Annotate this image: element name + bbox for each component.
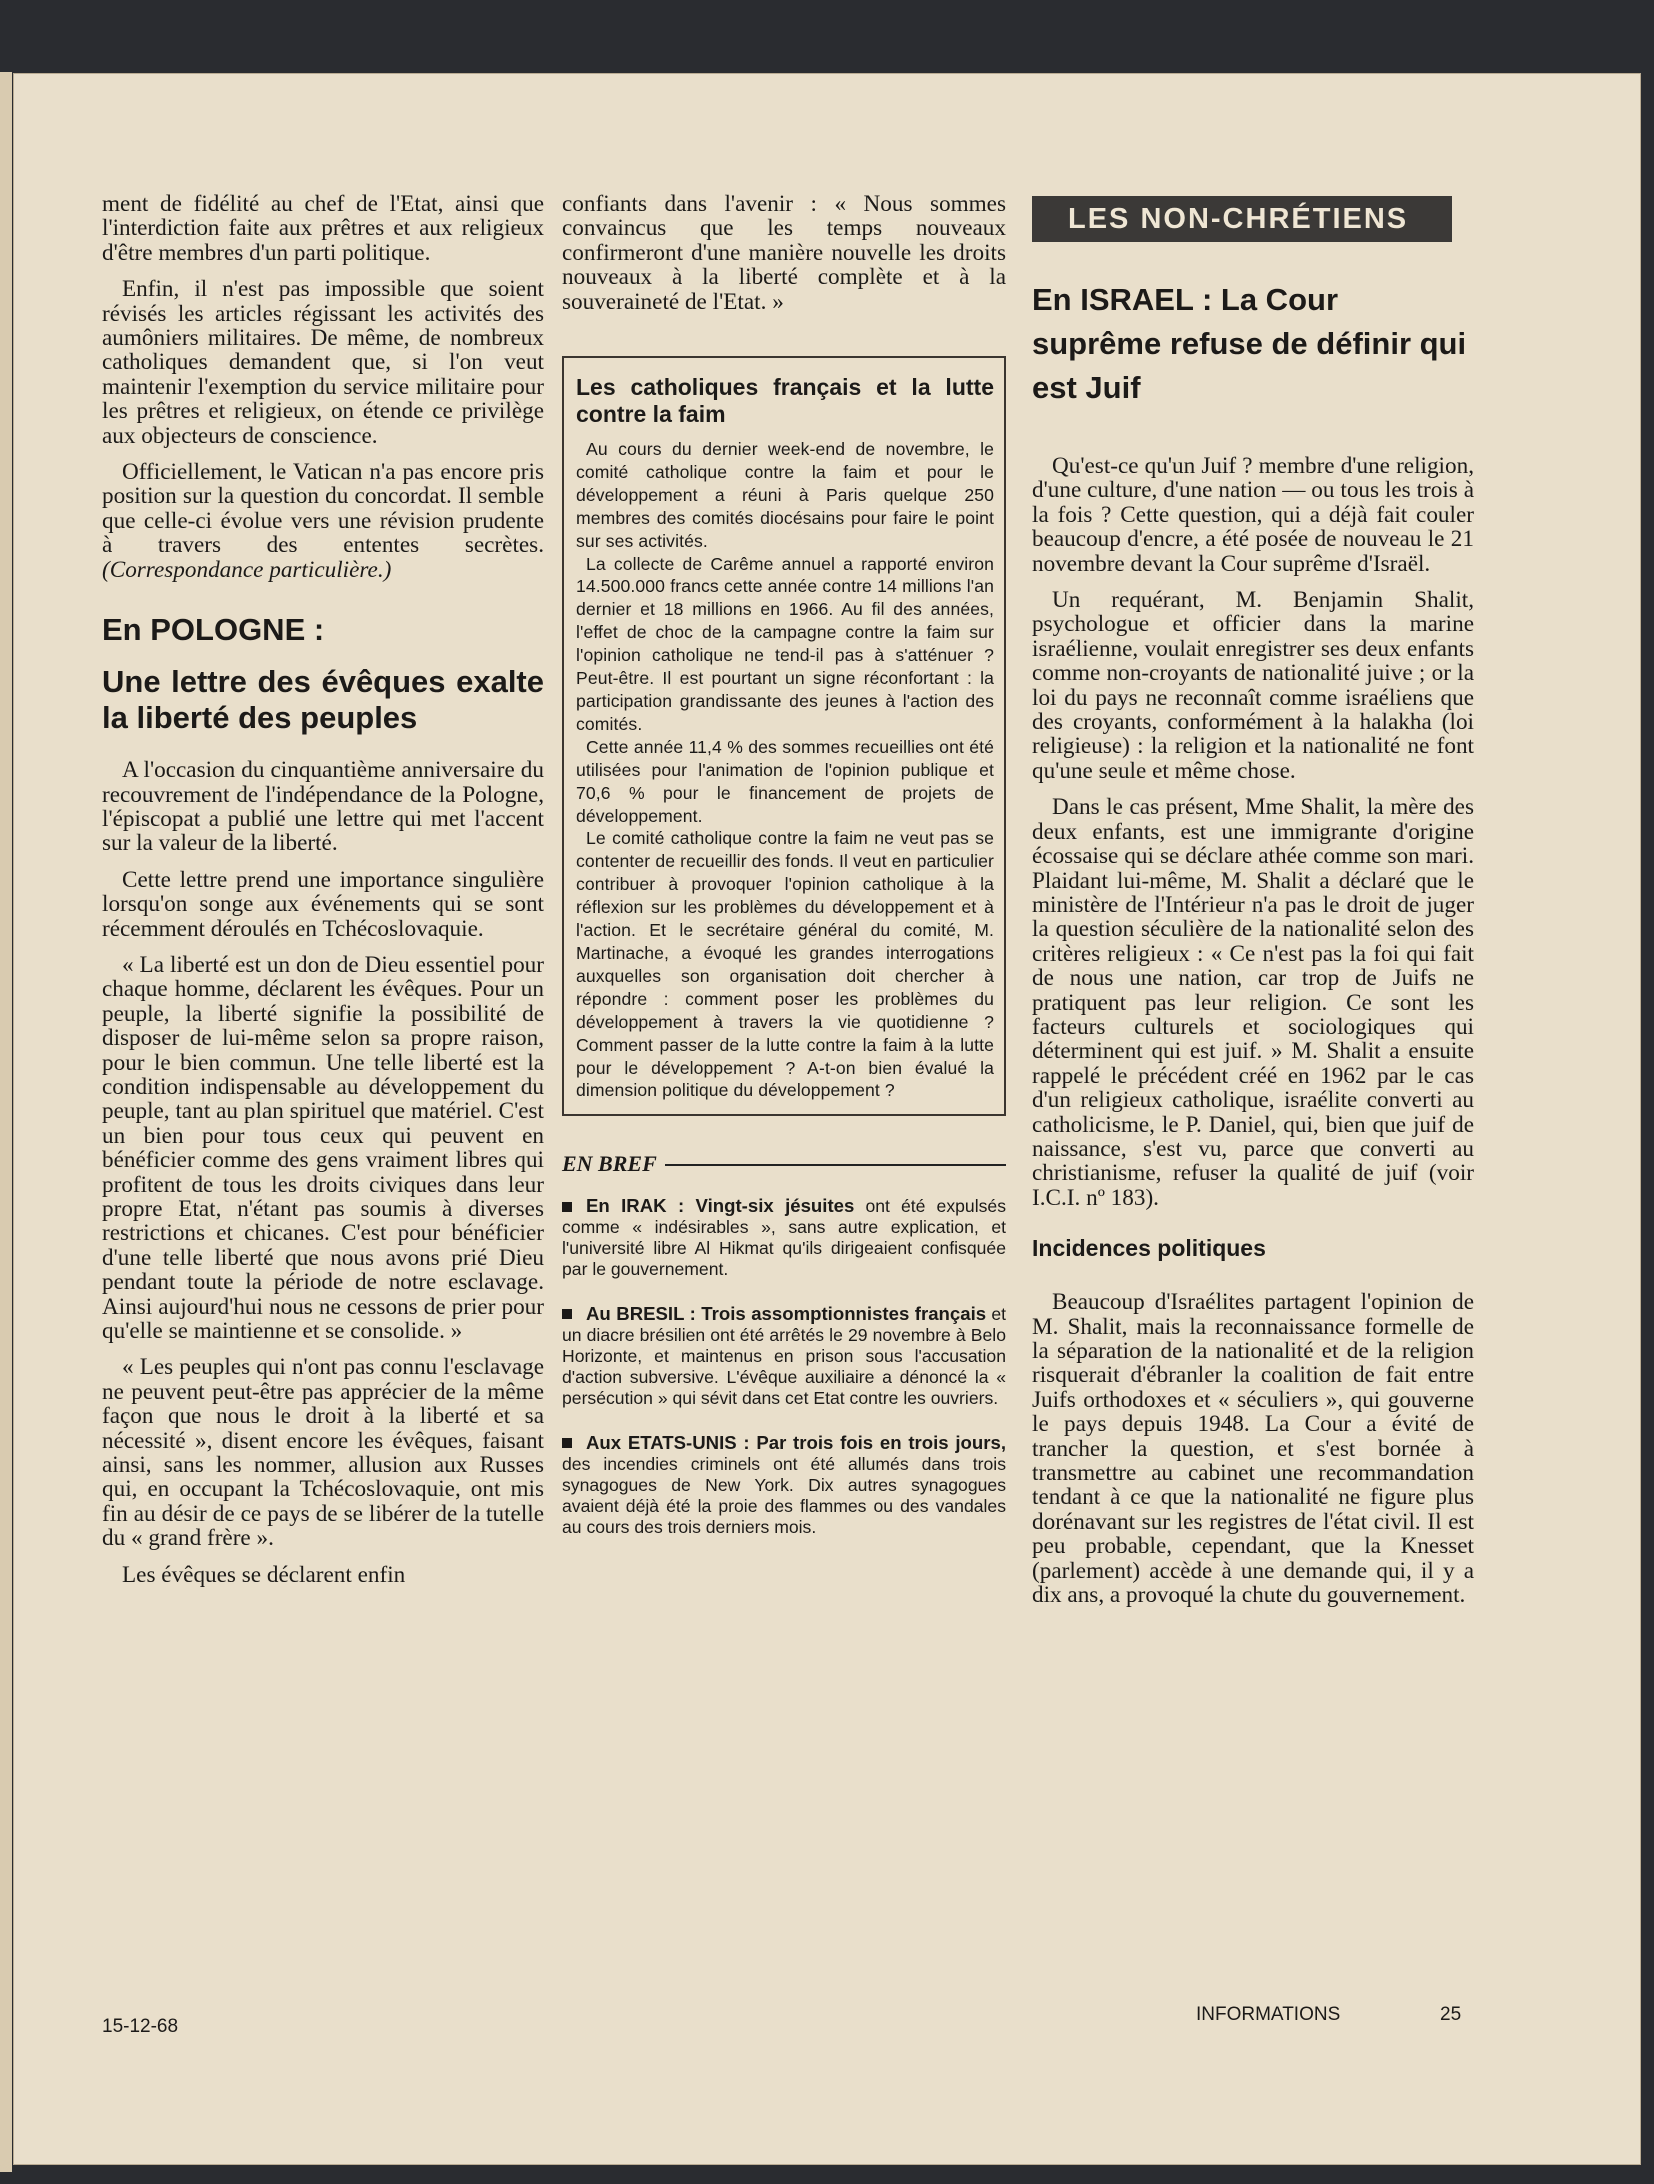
box-paragraph: Le comité catholique contre la faim ne veut pas se contenter de recueillir des fonds. Il veut en particulier contribuer à provoquer l'opinion catholique à la réflexion sur les problèmes du développement et à l'action. Et le secrétaire général du comité, M. Martinache, a évoqué les grandes interrogations auxquelles son organisation doit chercher à répondre : comment poser les problèmes du développement à travers la vie quotidienne ? Comment passer de la lutte contre la faim à la lutte pour le développement ? A-t-on bien évalué la dimension politique du développement ? xyxy=(576,828,994,1101)
paragraph: A l'occasion du cinquantième anniversaire du recouvrement de l'indépendance de la Pologne, l'épiscopat a publié une lettre qui met l'accent sur la valeur de la liberté. xyxy=(102,757,544,857)
paragraph: Qu'est-ce qu'un Juif ? membre d'une religion, d'une culture, d'une nation — ou tous les trois à la fois ? Cette question, qui a déjà fait couler beaucoup d'encre, a été posée de nouveau le 21 novembre devant la Cour suprême d'Israël. xyxy=(1032,453,1474,577)
page-number: 25 xyxy=(1440,2004,1462,2025)
previous-page-edge xyxy=(0,72,12,2172)
paragraph: Un requérant, M. Benjamin Shalit, psychologue et officier dans la marine israélienne, voulait enregistrer ses deux enfants comme non-croyants de nationalité juive ; or la loi du pays ne reconnaît comme israéliens que des croyants, conformément à la halakha (loi religieuse) : la religion et la nationalité ne font qu'une seule et même chose. xyxy=(1032,587,1474,784)
paragraph: confiants dans l'avenir : « Nous sommes convaincus que les temps nouveaux confirmeront d'une manière nouvelle les droits nouveaux à la liberté complète et à la souveraineté de l'Etat. » xyxy=(562,191,1006,315)
brief-lead: Aux ETATS-UNIS : Par trois fois en trois jours, xyxy=(586,1431,1006,1453)
box-title: Les catholiques français et la lutte contre la faim xyxy=(576,374,994,428)
issue-date: 15-12-68 xyxy=(102,2016,179,2037)
column-1 xyxy=(102,192,544,1599)
paragraph: Beaucoup d'Israélites partagent l'opinion de M. Shalit, mais la reconnaissance formelle de la séparation de la nationalité et de la religion risquerait d'ébranler la coalition de fait entre Juifs orthodoxes et « séculiers », qui gouverne le pays depuis 1948. La Cour a évité de trancher la question, et s'est bornée à transmettre au cabinet une recommandation tendant à ce que la nationalité ne figure plus dorénavant sur les registres de l'état civil. Il est peu probable, cependant, que la Knesset (parlement) accède à une demande qui, il y a dix ans, a provoqué la chute du gouvernement. xyxy=(1032,1289,1474,1609)
brief-text: et un diacre brésilien ont été arrêtés le 29 novembre à Belo Horizonte, et maintenus en prison sous l'accusation d'action subversive. L'évêque auxiliaire a dénoncé la « persécution » qui sévit dans cet Etat contre les ouvriers. xyxy=(562,1303,1006,1409)
paragraph xyxy=(102,460,544,582)
paragraph: « Les peuples qui n'ont pas connu l'esclavage ne peuvent peut-être pas apprécier de la même façon que nous le droit à la liberté et sa nécessité », disent encore les évêques, faisant ainsi, sans les nommer, allusion aux Russes qui, en occupant la Tchécoslovaquie, ont mis fin au désir de ce pays de se libérer de la tutelle du « grand frère ». xyxy=(102,1354,544,1552)
box-paragraph: Cette année 11,4 % des sommes recueillies ont été utilisées pour l'animation de l'opinion publique et 70,6 % pour le financement de projets de développement. xyxy=(576,736,994,826)
brief-item xyxy=(562,1432,1006,1539)
brief-lead: Au BRESIL : Trois assomptionnistes français xyxy=(586,1302,987,1324)
brief-lead: En IRAK : Vingt-six jésuites xyxy=(586,1194,855,1216)
section-heading-poland: En POLOGNE : xyxy=(102,612,325,648)
article-headline: Une lettre des évêques exalte la liberté des peuples xyxy=(102,664,544,736)
box-paragraph: La collecte de Carême annuel a rapporté environ 14.500.000 francs cette année contre 14 millions l'an dernier et 18 millions en 1966. Au fil des années, l'effet de choc de la campagne contre la faim sur l'opinion catholique ne tend-il pas à s'atténuer ? Peut-être. Il est pourtant un signe réconfortant : la participation grandissante des jeunes à l'action des comités. xyxy=(576,553,994,734)
magazine-name: INFORMATIONS xyxy=(1196,2004,1341,2025)
paragraph: « La liberté est un don de Dieu essentiel pour chaque homme, déclarent les évêques. Pour un peuple, la liberté signifie la possibilité de disposer de lui-même selon sa propre raison, pour le bien commun. Une telle liberté est la condition indispensable au développement du peuple, tant au plan spirituel que matériel. C'est un bien pour tous ceux qui peuvent en bénéficier comme des gens vraiment libres qui profitent de tous les droits civiques dans leur propre Etat, n'étant pas soumis à diverses restrictions et chicanes. C'est pour bénéficier d'une telle liberté que nous avons prié Dieu pendant toute la période de notre esclavage. Ainsi aujourd'hui nous ne cessons de prier pour qu'elle se maintienne et se consolide. » xyxy=(102,951,544,1345)
brief-item xyxy=(562,1303,1006,1410)
box-paragraph: Au cours du dernier week-end de novembre, le comité catholique contre la faim et pour le développement a réuni à Paris quelque 250 membres des comités diocésains pour faire le point sur ses activités. xyxy=(576,439,994,551)
paragraph-text: Officiellement, le Vatican n'a pas encore pris position sur la question du concordat. Il semble que celle-ci évolue vers une révision prudente à travers des ententes secrètes. xyxy=(102,459,544,559)
paragraph: Cette lettre prend une importance singulière lorsqu'on songe aux événements qui se sont récemment déroulés en Tchécoslovaquie. xyxy=(102,866,544,942)
paragraph: Dans le cas présent, Mme Shalit, la mère des deux enfants, est une immigrante d'origine écossaise qui se déclare athée comme son mari. Plaidant lui-même, M. Shalit a déclaré que le ministère de l'Intérieur n'a pas le droit de juger la question séculière de la nationalité selon des critères religieux : « Ce n'est pas la foi qui fait de nous une nation, car trop de Juifs ne pratiquent pas leur religion. Ce sont les facteurs culturels et sociologiques qui déterminent qui est juif. » M. Shalit a ensuite rappelé le précédent créé en 1962 par le cas d'un religieux catholique, israélite converti au catholicisme, le P. Daniel, qui, bien que juif de naissance, s'est vu, parce que converti au christianisme, refuser la qualité de juif (voir I.C.I. nº 183). xyxy=(1032,794,1474,1211)
heading-rule xyxy=(665,1164,1006,1166)
section-banner: LES NON-CHRÉTIENS xyxy=(1032,196,1452,242)
brief-text: ont été expulsés comme « indésirables », sans autre explication, et l'université libre Al Hikmat qu'ils dirigeaient confisquée par le gouvernement. xyxy=(562,1195,1006,1280)
source-note: (Correspondance particulière.) xyxy=(102,556,392,583)
paragraph: Les évêques se déclarent enfin xyxy=(122,1561,406,1588)
square-bullet-icon xyxy=(562,1438,572,1448)
paragraph: ment de fidélité au chef de l'Etat, ainsi que l'interdiction faite aux prêtres et aux religieux d'être membres d'un parti politique. xyxy=(102,191,544,266)
brief-item xyxy=(562,1195,1006,1281)
subheading: Incidences politiques xyxy=(1032,1235,1266,1262)
column-3 xyxy=(1032,192,1474,1619)
brief-heading-label: EN BREF xyxy=(562,1151,657,1177)
brief-text: des incendies criminels ont été allumés dans trois synagogues de New York. Dix autres synagogues avaient déjà été la proie des flammes ou des vandales au cours des trois derniers mois. xyxy=(562,1453,1006,1538)
paragraph: Enfin, il n'est pas impossible que soient révisés les articles régissant les activités des aumôniers militaires. De même, de nombreux catholiques demandent que, si l'on veut maintenir l'exemption du service militaire pour les prêtres et religieux, on étende ce privilège aux objecteurs de conscience. xyxy=(102,276,544,449)
sidebar-box xyxy=(562,356,1006,1116)
square-bullet-icon xyxy=(562,1202,572,1212)
column-2 xyxy=(562,192,1006,1561)
brief-heading xyxy=(562,1152,1006,1176)
article-headline: En ISRAEL : La Cour suprême refuse de définir qui est Juif xyxy=(1032,282,1467,405)
square-bullet-icon xyxy=(562,1309,572,1319)
magazine-page xyxy=(14,74,1640,2164)
